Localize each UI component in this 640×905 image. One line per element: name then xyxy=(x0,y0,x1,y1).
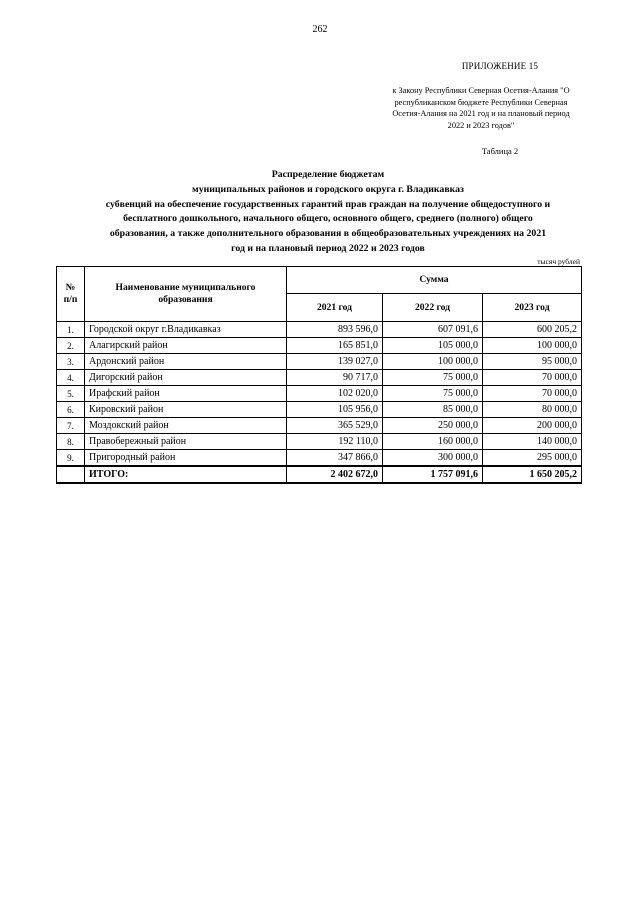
table-row xyxy=(57,450,582,467)
row-number: 2. xyxy=(57,338,85,354)
row-value-2022: 105 000,0 xyxy=(383,338,483,354)
row-value-2022: 100 000,0 xyxy=(383,354,483,370)
title-line: бесплатного дошкольного, начального общего, основного общего, среднего (полного) общего xyxy=(123,213,533,225)
header-2023: 2023 год xyxy=(483,294,582,322)
row-number: 7. xyxy=(57,418,85,434)
header-2021: 2021 год xyxy=(287,294,383,322)
budget-table xyxy=(56,266,582,484)
row-value-2023: 200 000,0 xyxy=(483,418,582,434)
page-number: 262 xyxy=(312,24,328,35)
title-line: субвенций на обеспечение государственных гарантий прав граждан на получение общедоступного и xyxy=(105,198,551,210)
row-value-2021: 102 020,0 xyxy=(287,386,383,402)
row-number: 9. xyxy=(57,450,85,467)
row-value-2021: 90 717,0 xyxy=(287,370,383,386)
row-number: 8. xyxy=(57,434,85,450)
table-row xyxy=(57,402,582,418)
total-label: ИТОГО: xyxy=(85,466,287,483)
table-row xyxy=(57,338,582,354)
row-number: 4. xyxy=(57,370,85,386)
appendix-label: ПРИЛОЖЕНИЕ 15 xyxy=(461,61,539,71)
row-value-2023: 140 000,0 xyxy=(483,434,582,450)
row-value-2023: 95 000,0 xyxy=(483,354,582,370)
row-value-2022: 75 000,0 xyxy=(383,370,483,386)
row-value-2021: 365 529,0 xyxy=(287,418,383,434)
law-reference-line: к Закону Республики Северная Осетия-Алания "О xyxy=(392,86,570,95)
row-value-2021: 139 027,0 xyxy=(287,354,383,370)
row-value-2022: 300 000,0 xyxy=(383,450,483,467)
title-line: Распределение бюджетам xyxy=(271,169,385,180)
row-value-2022: 607 091,6 xyxy=(383,322,483,338)
table-row xyxy=(57,370,582,386)
law-reference xyxy=(372,85,590,131)
table-reference: Таблица 2 xyxy=(481,146,519,156)
row-name: Моздокский район xyxy=(85,418,287,434)
row-number: 6. xyxy=(57,402,85,418)
title-line: образования, а также дополнительного образования в общеобразовательных учреждениях на 2021 xyxy=(109,228,547,240)
row-value-2022: 160 000,0 xyxy=(383,434,483,450)
row-value-2023: 600 205,2 xyxy=(483,322,582,338)
title-line: муниципальных районов и городского округа г. Владикавказ xyxy=(192,183,464,195)
row-value-2021: 165 851,0 xyxy=(287,338,383,354)
total-value-2022: 1 757 091,6 xyxy=(383,466,483,483)
row-name: Правобережный район xyxy=(85,434,287,450)
row-value-2023: 70 000,0 xyxy=(483,370,582,386)
table-row xyxy=(57,354,582,370)
title-line: год и на плановый период 2022 и 2023 годов xyxy=(231,242,425,254)
row-name: Пригородный район xyxy=(85,450,287,467)
table-row xyxy=(57,386,582,402)
row-value-2021: 192 110,0 xyxy=(287,434,383,450)
row-number: 3. xyxy=(57,354,85,370)
row-value-2023: 295 000,0 xyxy=(483,450,582,467)
law-reference-line: республиканском бюджете Республики Северная xyxy=(394,97,568,107)
row-number: 1. xyxy=(57,322,85,338)
total-value-2023: 1 650 205,2 xyxy=(483,466,582,483)
unit-label: тысяч рублей xyxy=(537,257,580,266)
law-reference-line: Осетия-Алания на 2021 год и на плановый период xyxy=(392,109,570,119)
table-row xyxy=(57,418,582,434)
row-value-2021: 105 956,0 xyxy=(287,402,383,418)
header-number: № п/п xyxy=(57,267,85,322)
header-name: Наименование муниципального образования xyxy=(85,267,287,322)
table-row xyxy=(57,322,582,338)
total-value-2021: 2 402 672,0 xyxy=(287,466,383,483)
table-row xyxy=(57,434,582,450)
row-name: Ирафский район xyxy=(85,386,287,402)
law-reference-line: 2022 и 2023 годов" xyxy=(447,120,515,130)
row-value-2023: 70 000,0 xyxy=(483,386,582,402)
row-value-2023: 80 000,0 xyxy=(483,402,582,418)
total-row xyxy=(57,466,582,483)
row-name: Алагирский район xyxy=(85,338,287,354)
row-name: Ардонский район xyxy=(85,354,287,370)
row-value-2021: 347 866,0 xyxy=(287,450,383,467)
header-sum: Сумма xyxy=(287,267,582,294)
total-number-cell xyxy=(57,466,85,483)
row-value-2022: 75 000,0 xyxy=(383,386,483,402)
header-2022: 2022 год xyxy=(383,294,483,322)
row-number: 5. xyxy=(57,386,85,402)
document-title xyxy=(68,168,588,257)
row-value-2022: 250 000,0 xyxy=(383,418,483,434)
row-name: Дигорский район xyxy=(85,370,287,386)
row-name: Городской округ г.Владикавказ xyxy=(85,322,287,338)
row-value-2022: 85 000,0 xyxy=(383,402,483,418)
row-value-2023: 100 000,0 xyxy=(483,338,582,354)
row-name: Кировский район xyxy=(85,402,287,418)
row-value-2021: 893 596,0 xyxy=(287,322,383,338)
